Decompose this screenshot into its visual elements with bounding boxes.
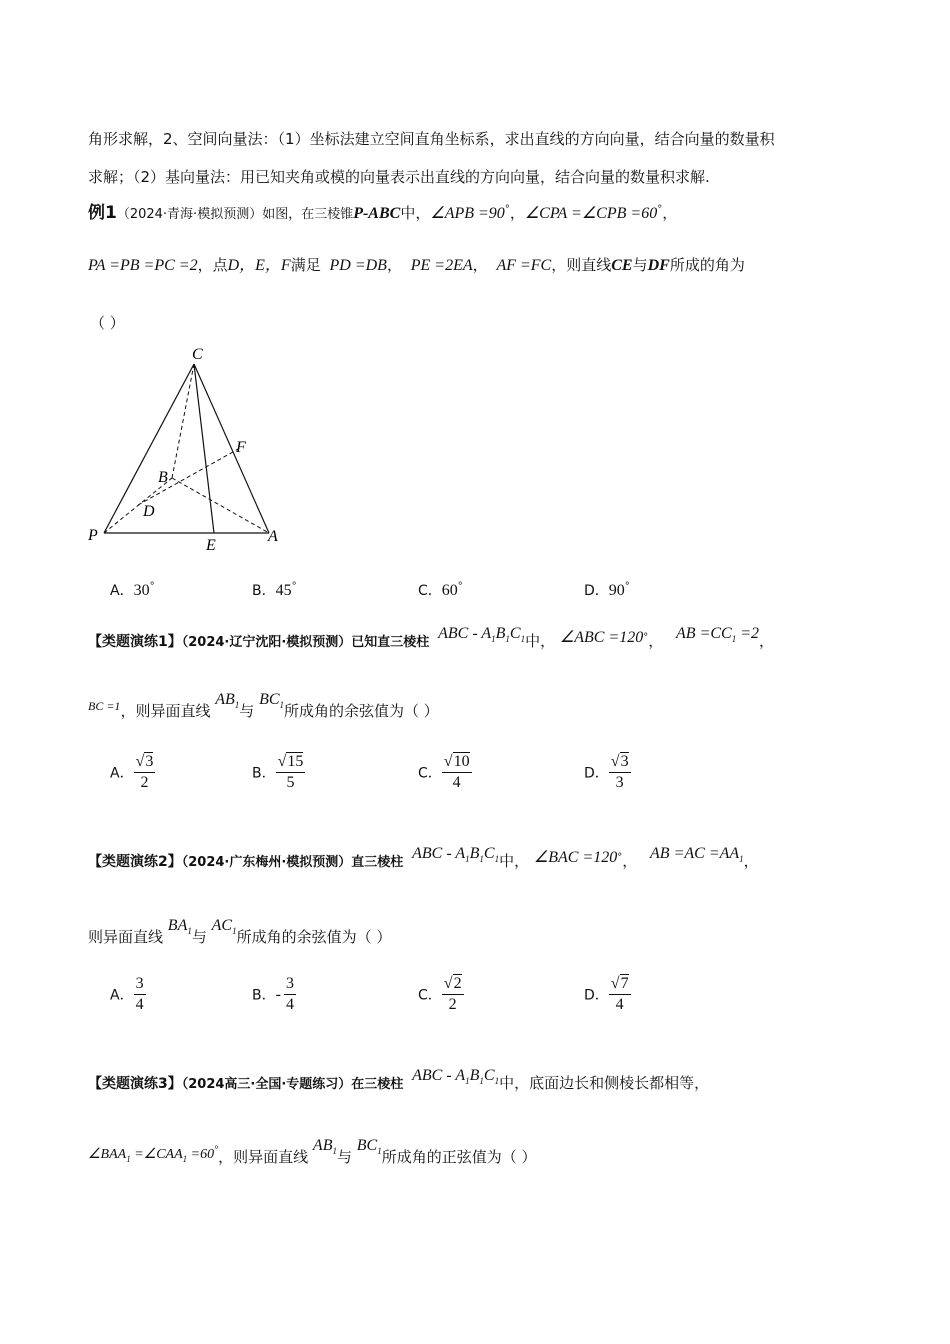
prism-name — [438, 625, 526, 645]
option-label: A． — [110, 583, 134, 599]
prism-prefix: ABC - A — [412, 845, 466, 862]
option-d[interactable] — [584, 580, 630, 600]
angle-text: ∠BAA — [88, 1147, 127, 1162]
eq-tail: =2 — [736, 625, 760, 642]
subscript: 1 — [494, 854, 500, 865]
subscript: 1 — [505, 634, 510, 645]
fraction — [284, 974, 296, 1015]
text-and: 与 — [239, 702, 255, 720]
denominator: 3 — [615, 774, 624, 791]
subscript: 1 — [234, 700, 240, 711]
practice2-line-2 — [88, 917, 392, 948]
subscript: 1 — [479, 854, 484, 865]
denominator: 4 — [135, 996, 144, 1013]
text-comma: ， — [662, 204, 678, 222]
option-value: 30 — [133, 582, 150, 599]
text-question: ，则异面直线 — [218, 1148, 309, 1166]
segment-ce — [194, 364, 214, 533]
vec-text: AB — [215, 691, 235, 708]
text-comma: ， — [759, 632, 775, 650]
numerator: 3 — [284, 974, 296, 995]
text-comma: ， — [648, 632, 664, 650]
option-label: C． — [418, 987, 442, 1004]
degree-sign: ° — [457, 581, 463, 592]
text-and: 与 — [191, 928, 207, 946]
pyramid-figure — [80, 340, 300, 560]
points-def: D，E，F — [227, 257, 291, 274]
practice-tag: 【类题演练3】 — [88, 1076, 182, 1092]
subscript: 1 — [739, 854, 744, 865]
option-label: B． — [252, 765, 276, 782]
label-p: P — [88, 527, 98, 544]
line-df: DF — [647, 257, 670, 274]
line-ab1 — [312, 1137, 337, 1157]
text-comma: ， — [509, 204, 525, 222]
segment-df — [138, 448, 240, 505]
subscript: 1 — [187, 926, 192, 937]
fraction: $\frac{√10}{4}$ — [443, 753, 470, 791]
condition-cpa-cpb: ∠CPA =∠CPB =60 — [524, 205, 658, 222]
degree-sign: ° — [617, 852, 623, 863]
p1-option-a[interactable] — [110, 752, 155, 793]
text-in: 中， — [525, 632, 556, 650]
subscript: 1 — [279, 700, 285, 711]
vec-text: BC — [356, 1137, 378, 1154]
numerator: 7 — [620, 975, 629, 992]
subscript: 1 — [479, 1076, 484, 1087]
edge-ba — [172, 478, 269, 533]
subscript: 1 — [126, 1153, 131, 1164]
prism-c: C — [483, 1067, 495, 1084]
numerator: 15 — [287, 753, 304, 770]
practice1-line-2 — [88, 691, 439, 722]
prism-c: C — [509, 625, 521, 642]
text-and: 与 — [336, 1148, 352, 1166]
option-value: 90 — [608, 582, 625, 599]
text-in: 中， — [400, 204, 431, 222]
option-label: B． — [252, 583, 276, 599]
line-ab1 — [215, 691, 240, 711]
prism-c: C — [483, 845, 495, 862]
p2-option-a[interactable] — [110, 974, 146, 1015]
denominator: 2 — [448, 996, 457, 1013]
angle-condition — [88, 1144, 219, 1164]
prism-b: B — [495, 625, 506, 642]
vec-text: BC — [259, 691, 280, 708]
denominator: 4 — [615, 996, 624, 1013]
degree-sign: ° — [214, 1144, 219, 1156]
degree-sign: ° — [624, 581, 630, 592]
option-b[interactable] — [252, 580, 297, 600]
angle-abc: ∠ABC =120 — [559, 629, 644, 646]
denominator: 4 — [285, 996, 294, 1013]
text-comma: ， — [622, 852, 638, 870]
prism-name — [412, 1067, 500, 1087]
label-e: E — [206, 537, 216, 554]
condition-pe: PE =2EA — [410, 257, 473, 274]
denominator: 5 — [286, 774, 295, 791]
p1-option-c[interactable] — [418, 752, 472, 793]
vec-text: BA — [167, 917, 188, 934]
subscript: 1 — [491, 634, 496, 645]
practice1-line-1 — [88, 625, 775, 652]
text-comma: ， — [386, 256, 402, 274]
condition-pd: PD =DB — [329, 257, 387, 274]
practice2-line-1 — [88, 845, 759, 872]
option-label: C． — [418, 765, 442, 782]
degree-sign: ° — [291, 581, 297, 592]
text-tail: 所成角的正弦值为（ ） — [381, 1148, 537, 1166]
p1-option-d[interactable] — [584, 752, 631, 793]
denominator: 4 — [452, 774, 461, 791]
option-label: C． — [418, 583, 442, 599]
p2-option-c[interactable] — [418, 974, 464, 1015]
condition-af: AF =FC — [496, 257, 552, 274]
text-and: 与 — [632, 256, 648, 274]
practice3-line-1 — [88, 1067, 710, 1094]
option-label: A． — [110, 765, 134, 782]
option-label: A． — [110, 987, 134, 1004]
fraction: $\frac{√2}{2}$ — [443, 975, 462, 1013]
line-bc1 — [356, 1137, 382, 1157]
fraction: $\frac{√15}{5}$ — [277, 753, 304, 791]
line-ba1 — [167, 917, 192, 937]
intro-line-1: 角形求解，2、空间向量法：（1）坐标法建立空间直角坐标系，求出直线的方向向量，结合向量的数量积 — [88, 130, 775, 148]
fraction: $\frac{√3}{2}$ — [135, 753, 154, 791]
practice-tag: 【类题演练1】 — [88, 634, 182, 650]
label-b: B — [158, 469, 168, 486]
option-label: D． — [584, 765, 609, 782]
edge-ca — [194, 364, 269, 533]
practice3-line-2 — [88, 1137, 537, 1168]
practice-source: （2024高三·全国·专题练习）在三棱柱 — [181, 1077, 404, 1092]
p2-option-d[interactable] — [584, 974, 631, 1015]
degree-sign: ° — [643, 632, 649, 643]
text-tail: 所成角的余弦值为（ ） — [236, 928, 392, 946]
eq-text: AB =AC =AA — [650, 845, 740, 862]
example-label: 例1 — [88, 203, 117, 223]
subscript: 1 — [465, 854, 470, 865]
prism-b: B — [469, 1067, 480, 1084]
subscript: 1 — [232, 926, 237, 937]
subscript: 1 — [332, 1146, 337, 1157]
option-c[interactable] — [418, 580, 463, 600]
subscript: 1 — [494, 1076, 500, 1087]
p1-option-b[interactable] — [252, 752, 305, 793]
fraction — [134, 974, 146, 1015]
p2-option-b[interactable] — [252, 974, 296, 1015]
condition-bc: BC =1 — [88, 699, 121, 713]
denominator: 2 — [140, 774, 149, 791]
fraction: $\frac{√7}{4}$ — [610, 975, 629, 1013]
option-value: 45 — [275, 582, 292, 599]
numerator: 3 — [620, 753, 629, 770]
subscript: 1 — [377, 1146, 382, 1157]
practice-source: （2024·辽宁沈阳·模拟预测）已知直三棱柱 — [181, 635, 430, 650]
numerator: 2 — [453, 975, 462, 992]
label-f: F — [236, 439, 246, 456]
vec-text: AC — [211, 917, 233, 934]
prism-prefix: ABC - A — [438, 625, 492, 642]
pyramid-name: P-ABC — [353, 205, 401, 222]
condition-ab-ac-aa1 — [650, 845, 744, 865]
eq-text: AB =CC — [676, 625, 732, 642]
example1-paren: （ ） — [90, 314, 125, 332]
subscript: 1 — [465, 1076, 470, 1087]
subscript: 1 — [520, 634, 526, 645]
subscript: 1 — [731, 634, 737, 645]
intro-line-2: 求解；（2）基向量法：用已知夹角或模的向量表示出直线的方向向量，结合向量的数量积求解. — [88, 168, 710, 186]
edge-cb — [172, 364, 194, 478]
numerator: 3 — [145, 753, 154, 770]
angle-bac: ∠BAC =120 — [533, 849, 618, 866]
text-in: 中，底面边长和侧棱长都相等， — [499, 1074, 710, 1092]
practice-source: （2024·广东梅州·模拟预测）直三棱柱 — [181, 855, 404, 870]
fraction: $\frac{√3}{3}$ — [610, 753, 629, 791]
prism-prefix: ABC - A — [412, 1067, 466, 1084]
vec-text: AB — [312, 1137, 333, 1154]
option-label: D． — [584, 987, 609, 1004]
label-c: C — [192, 346, 203, 363]
practice-tag: 【类题演练2】 — [88, 854, 182, 870]
example1-source: （2024·青海·模拟预测）如图，在三棱锥 — [116, 207, 354, 222]
prism-name — [412, 845, 500, 865]
label-d: D — [143, 503, 155, 520]
example1-line-1 — [88, 198, 677, 223]
degree-sign: ° — [657, 204, 663, 215]
text-in: 中， — [499, 852, 530, 870]
line-ac1 — [211, 917, 237, 937]
text-satisfy: 满足 — [290, 256, 321, 274]
degree-sign: ° — [149, 581, 155, 592]
subscript: 1 — [182, 1153, 188, 1164]
text-point: ，点 — [197, 256, 228, 274]
text-tail: 所成的角为 — [669, 256, 745, 274]
condition-ab-cc1 — [676, 625, 760, 645]
condition-apb: ∠APB =90 — [430, 205, 505, 222]
example1-line-2 — [88, 252, 745, 275]
numerator: 3 — [134, 974, 146, 995]
option-a[interactable] — [110, 580, 155, 600]
degree-sign: ° — [504, 204, 510, 215]
label-a: A — [268, 528, 278, 545]
text-question: ，则异面直线 — [120, 702, 211, 720]
edge-pb — [104, 478, 172, 533]
option-label: D． — [584, 583, 609, 599]
prism-b: B — [469, 845, 480, 862]
text-question: 则异面直线 — [88, 928, 164, 946]
angle-text-2: =∠CAA — [130, 1147, 183, 1162]
minus-sign: - — [275, 985, 281, 1003]
numerator: 10 — [453, 753, 470, 770]
text-question: ，则直线 — [551, 256, 612, 274]
option-label: B． — [252, 987, 276, 1004]
line-ce: CE — [611, 257, 633, 274]
option-value: 60 — [441, 582, 458, 599]
text-tail: 所成角的余弦值为（ ） — [284, 702, 439, 720]
text-comma: ， — [743, 852, 759, 870]
line-bc1 — [259, 691, 285, 711]
text-comma: ， — [472, 256, 488, 274]
condition-pa-pb-pc: PA =PB =PC =2 — [88, 257, 198, 274]
angle-tail: =60 — [187, 1147, 215, 1162]
